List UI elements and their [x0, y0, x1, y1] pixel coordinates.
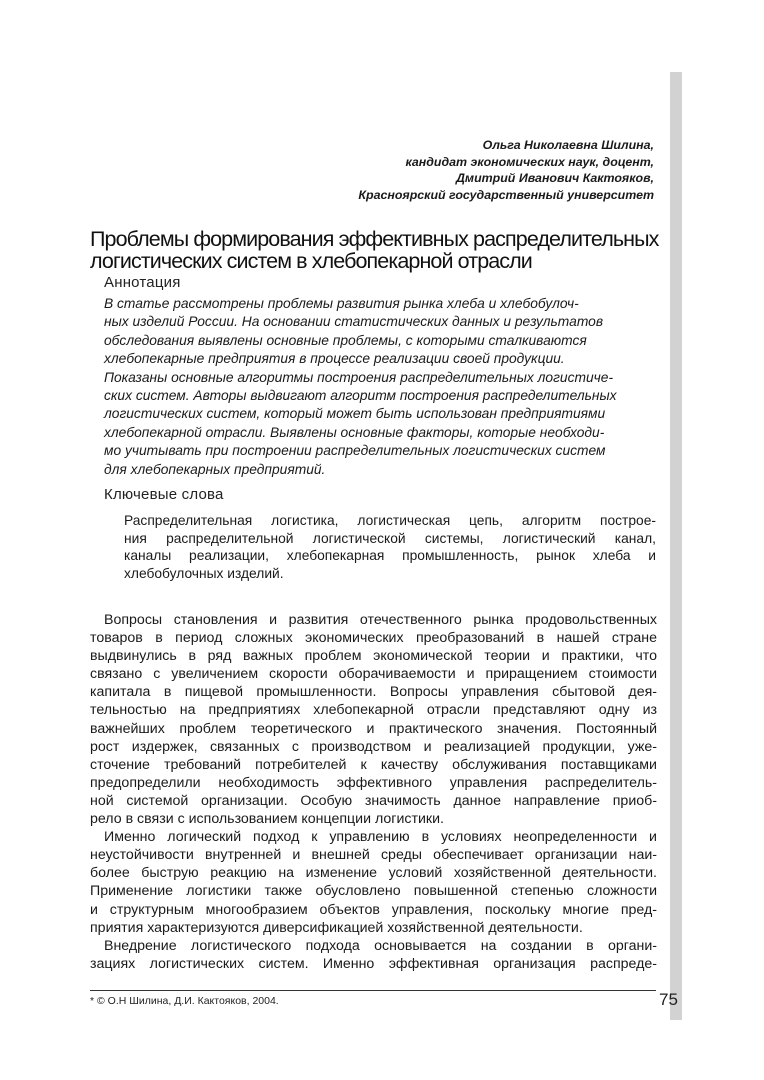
body-line: выдвинулись в ряд важных проблем экономической теории и практики, что: [90, 648, 657, 665]
body-line: товаров в период сложных экономических преобразований в нашей стране: [90, 630, 657, 647]
body-line: Вопросы становления и развития отечественного рынка продовольственных: [104, 612, 657, 628]
footnote: * © О.Н Шилина, Д.И. Кактояков, 2004.: [90, 995, 279, 1007]
body-line: зациях логистических систем. Именно эффективная организация распреде-: [90, 955, 657, 972]
author-line: Красноярский государственный университет: [358, 187, 654, 202]
title-line: логистических систем в хлебопекарной отрасли: [90, 249, 532, 273]
margin-bar: [670, 72, 682, 1020]
body-line: более быструю реакцию на изменение условий хозяйственной деятельности.: [90, 865, 657, 882]
body-line: Внедрение логистического подхода основывается на создании в органи-: [104, 937, 657, 954]
abstract-line: мо учитывать при построении распределительных логистических систем: [104, 443, 606, 459]
body-line: приятия характеризуются диверсификацией хозяйственной деятельности.: [90, 919, 583, 936]
body-line: рело в связи с использованием концепции логистики.: [90, 811, 444, 828]
abstract-text: [104, 295, 664, 479]
body-line: и структурным многообразием объектов управления, поскольку многие пред-: [90, 901, 657, 918]
body-line: предопределили необходимость эффективного управления распределитель-: [90, 774, 657, 791]
author-line: Ольга Николаевна Шилина,: [482, 138, 654, 152]
abstract-line: для хлебопекарных предприятий.: [104, 461, 326, 477]
abstract-line: логистических систем, который может быть использован предприятиями: [104, 406, 606, 422]
keywords-line: хлебобулочных изделий.: [124, 565, 284, 581]
body-line: связано с увеличением скорости оборачиваемости и приращением стоимости: [90, 666, 657, 683]
body-line: сточение требований потребителей к качеству обслуживания поставщиками: [90, 756, 657, 773]
author-line: Дмитрий Иванович Кактояков,: [455, 171, 654, 185]
keywords-text: [124, 512, 656, 582]
body-line: тельностью на предприятиях хлебопекарной отрасли представляют одну из: [90, 702, 657, 719]
abstract-heading: Аннотация: [104, 274, 181, 291]
page-number: 75: [659, 990, 678, 1009]
abstract-line: Показаны основные алгоритмы построения распределительных логистиче-: [104, 369, 614, 385]
body-line: важнейших проблем теоретического и практического значения. Постоянный: [90, 720, 657, 737]
body-line: ной системой организации. Особую значимость данное направление приоб-: [90, 792, 657, 809]
abstract-line: хлебопекарные предприятия в процессе реализации своей продукции.: [104, 351, 565, 367]
keywords-line: Распределительная логистика, логистическая цепь, алгоритм построе-: [124, 513, 656, 528]
author-line: кандидат экономических наук, доцент,: [405, 154, 654, 169]
abstract-line: хлебопекарной отрасли. Выявлены основные факторы, которые необходи-: [104, 424, 605, 440]
footnote-rule: [90, 990, 656, 991]
body-text: [90, 611, 657, 973]
body-line: рост издержек, связанных с производством и реализацией продукции, уже-: [90, 738, 657, 755]
keywords-line: ния распределительной логистической системы, логистический канал,: [124, 530, 656, 546]
title-line: Проблемы формирования эффективных распределительных: [90, 227, 659, 251]
article-title: [90, 228, 665, 272]
author-block: [254, 137, 654, 203]
abstract-line: ских систем. Авторы выдвигают алгоритм построения распределительных: [104, 388, 617, 404]
body-line: неустойчивости внутренней и внешней среды обеспечивает организации наи-: [90, 847, 657, 864]
body-line: капитала в пищевой промышленности. Вопросы управления сбытовой дея-: [90, 684, 657, 701]
keywords-line: каналы реализации, хлебопекарная промышленность, рынок хлеба и: [124, 548, 656, 564]
abstract-line: В статье рассмотрены проблемы развития рынка хлеба и хлебобулоч-: [104, 296, 579, 311]
body-line: Применение логистики также обусловлено повышенной степенью сложности: [90, 883, 657, 900]
abstract-line: обследования выявлены основные проблемы, с которыми сталкиваются: [104, 332, 587, 348]
keywords-heading: Ключевые слова: [104, 486, 224, 503]
abstract-line: ных изделий России. На основании статистических данных и результатов: [104, 314, 604, 330]
body-line: Именно логический подход к управлению в условиях неопределенности и: [104, 829, 657, 846]
